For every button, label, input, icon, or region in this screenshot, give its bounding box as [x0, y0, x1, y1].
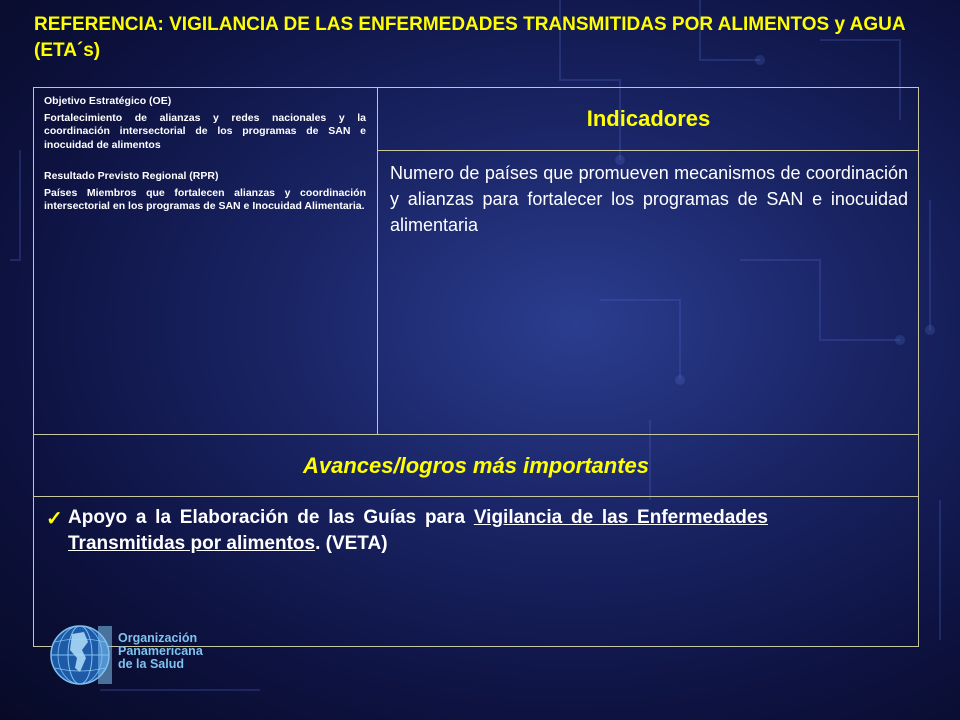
org-name-line1: Organización [118, 631, 198, 645]
indicators-header-divider [378, 150, 919, 151]
achievements-header-divider [34, 496, 919, 497]
org-name-line2: Panamericana [118, 644, 203, 658]
achievement-item [68, 505, 768, 557]
achievements-top-divider [34, 434, 919, 435]
indicators-text: Numero de países que promueven mecanismos de coordinación y alianzas para fortalecer los programas de SAN e inocuidad alimentaria [390, 163, 908, 235]
oe-text: Fortalecimiento de alianzas y redes nacionales y la coordinación intersectorial de los programas de SAN e inocuidad de alimentos [44, 111, 366, 151]
page-title: REFERENCIA: VIGILANCIA DE LAS ENFERMEDADES TRANSMITIDAS POR ALIMENTOS y AGUA (ETA´s) [34, 14, 905, 61]
achievement-item-link: Vigilancia de las Enfermedades Transmitidas por alimentos [68, 507, 768, 554]
rpr-label: Resultado Previsto Regional (RPR) [44, 170, 219, 182]
objective-cell [44, 95, 366, 217]
achievement-item-suffix: . (VETA) [315, 533, 388, 554]
oe-label: Objetivo Estratégico (OE) [44, 95, 172, 107]
achievements-header: Avances/logros más importantes [302, 453, 649, 478]
org-name [118, 632, 203, 671]
globe-logo-icon [40, 620, 120, 690]
checkmark-icon: ✓ [46, 508, 63, 530]
achievement-item-prefix: Apoyo a la Elaboración de las Guías para [68, 507, 474, 528]
org-name-line3: de la Salud [118, 657, 184, 671]
rpr-text: Países Miembros que fortalecen alianzas y coordinación intersectorial en los programas de SAN e Inocuidad Alimentaria. [44, 186, 366, 212]
indicators-header: Indicadores [586, 106, 711, 131]
